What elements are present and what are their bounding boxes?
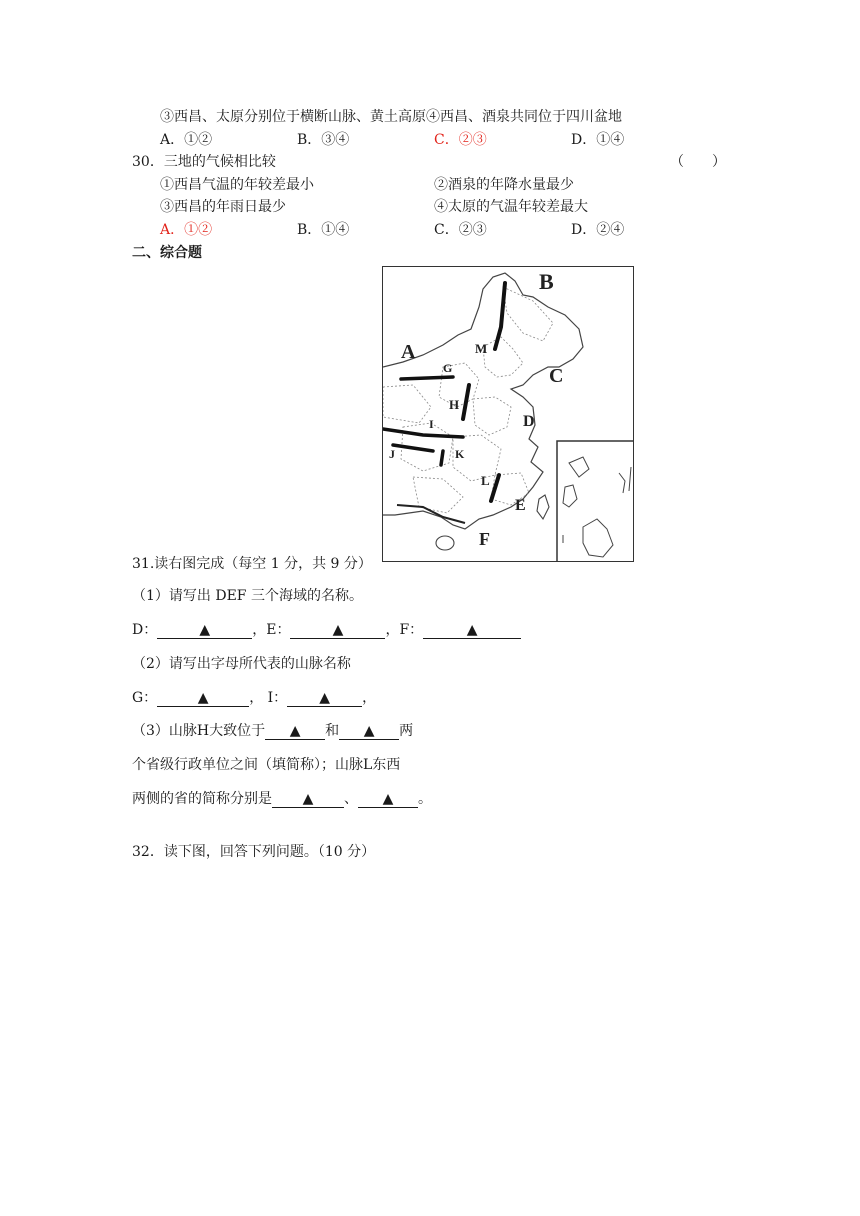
blank-l-west[interactable]: ▲ xyxy=(272,791,344,808)
map-label-j: J xyxy=(389,447,395,461)
part3-sep: 、 xyxy=(344,791,358,807)
q31-stem: 31.读右图完成（每空 1 分，共 9 分） xyxy=(132,556,372,572)
q31-part3-line2: 个省级行政单位之间（填简称）；山脉L东西 xyxy=(132,757,401,773)
blank-g[interactable]: ▲ xyxy=(157,690,249,707)
q30-choice-d: D．②④ xyxy=(571,222,625,238)
q32-stem: 32．读下图，回答下列问题。（10 分） xyxy=(132,844,376,860)
q31-part1-answers xyxy=(132,621,521,639)
blank-i[interactable]: ▲ xyxy=(287,690,362,707)
section-title: 二、综合题 xyxy=(132,245,202,261)
blank-l-east[interactable]: ▲ xyxy=(358,791,418,808)
q29-choice-c-answer: C．②③ xyxy=(434,132,487,148)
q30-stem: 30．三地的气候相比较 xyxy=(132,154,276,170)
blank-e[interactable]: ▲ xyxy=(290,622,385,639)
part3-line3-text: 两侧的省的简称分别是 xyxy=(132,791,272,807)
map-label-k: K xyxy=(455,447,465,461)
map-label-h: H xyxy=(449,397,460,412)
blank-h2[interactable]: ▲ xyxy=(339,723,399,740)
q31-part1: （1）请写出 DEF 三个海域的名称。 xyxy=(132,588,363,604)
map-label-i: I xyxy=(429,417,434,431)
blank-h1[interactable]: ▲ xyxy=(265,723,325,740)
blank-d[interactable]: ▲ xyxy=(157,622,252,639)
q30-choice-a-answer: A．①② xyxy=(160,222,213,238)
q30-answer-bracket: （ ） xyxy=(670,154,726,170)
q31-part3-line3 xyxy=(132,790,432,808)
map-label-b: B xyxy=(539,269,554,294)
q29-choice-d: D．①④ xyxy=(571,132,625,148)
part3-end: 。 xyxy=(418,791,432,807)
q29-choice-a: A．①② xyxy=(160,132,213,148)
q30-option-2: ②酒泉的年降水量最少 xyxy=(434,177,574,193)
map-outline xyxy=(383,267,634,562)
part3-and: 和 xyxy=(325,723,340,739)
q30-choice-c: C．②③ xyxy=(434,222,487,238)
china-map-figure xyxy=(382,266,634,562)
map-label-d: D xyxy=(523,413,535,430)
map-label-c: C xyxy=(549,365,564,387)
q29-choice-b: B．③④ xyxy=(297,132,350,148)
blank-f[interactable]: ▲ xyxy=(423,622,521,639)
q31-part3-line1 xyxy=(132,722,413,740)
map-label-g: G xyxy=(443,361,453,375)
q31-part2-answers xyxy=(132,689,376,707)
map-label-m: M xyxy=(475,341,488,356)
map-label-f: F xyxy=(479,529,490,549)
label-g: G： xyxy=(132,690,158,706)
q31-part2: （2）请写出字母所代表的山脉名称 xyxy=(132,656,351,672)
label-e: ，E： xyxy=(252,622,291,638)
q30-option-4: ④太原的气温年较差最大 xyxy=(434,199,588,215)
part3-two: 两 xyxy=(399,723,414,739)
q30-option-3: ③西昌的年雨日最少 xyxy=(160,199,286,215)
part3-intro: （3）山脉H大致位于 xyxy=(132,723,266,739)
map-label-a: A xyxy=(401,341,416,363)
label-d: D： xyxy=(132,622,158,638)
part2-end: ， xyxy=(362,690,377,706)
label-i: ， I： xyxy=(249,690,288,706)
q30-choice-b: B．①④ xyxy=(297,222,350,238)
map-label-e: E xyxy=(515,497,526,514)
q29-option-line: ③西昌、太原分别位于横断山脉、黄土高原④西昌、酒泉共同位于四川盆地 xyxy=(160,109,622,125)
label-f: ，F： xyxy=(385,622,424,638)
map-label-l: L xyxy=(481,473,490,488)
q30-option-1: ①西昌气温的年较差最小 xyxy=(160,177,314,193)
